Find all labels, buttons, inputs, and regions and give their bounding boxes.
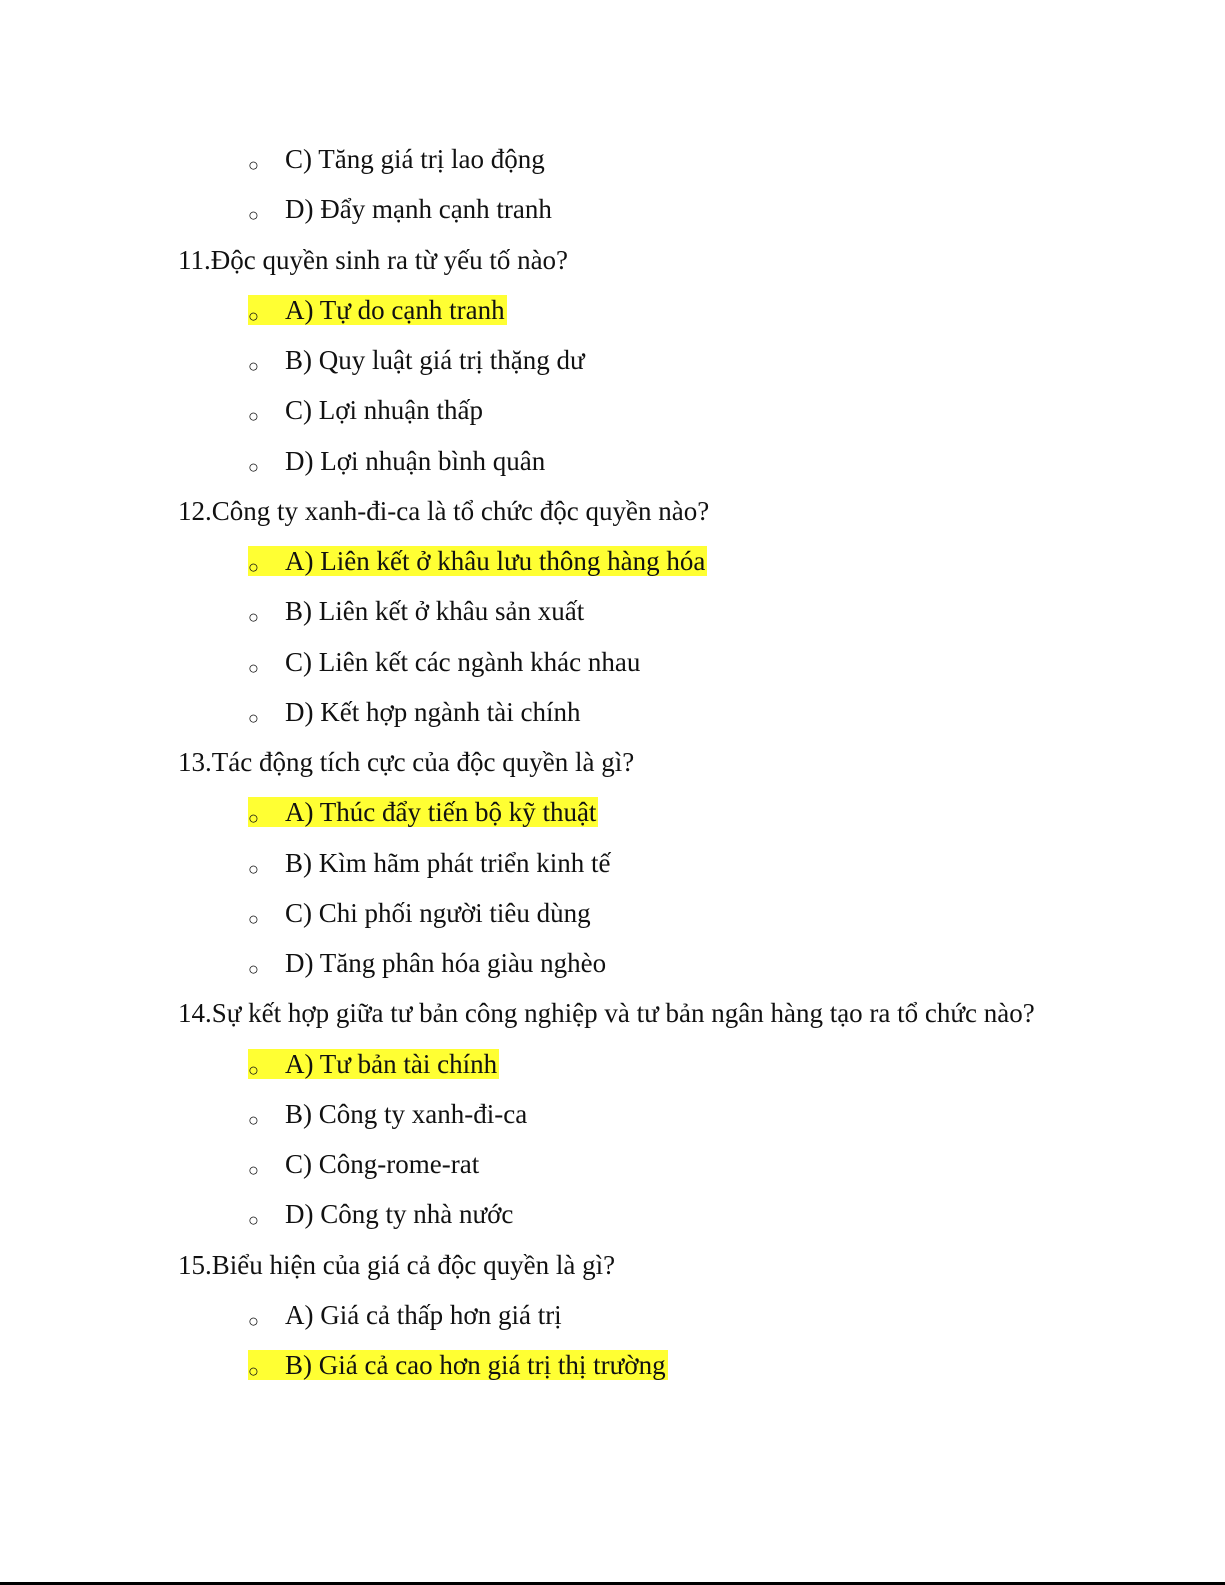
answer-option <box>248 1046 499 1088</box>
circle-bullet-icon: ○ <box>248 1310 259 1331</box>
highlighted-answer <box>248 1049 499 1079</box>
option-text: D) Tăng phân hóa giàu nghèo <box>285 948 607 978</box>
option-text: A) Tư bản tài chính <box>285 1048 498 1079</box>
circle-bullet-icon: ○ <box>248 1210 259 1231</box>
option-text: C) Chi phối người tiêu dùng <box>285 897 591 928</box>
circle-bullet-icon: ○ <box>248 908 259 929</box>
option-text: C) Công-rome-rat <box>285 1149 480 1179</box>
circle-bullet-icon: ○ <box>248 557 259 577</box>
circle-bullet-icon: ○ <box>248 305 259 326</box>
question-text: 14.Sự kết hợp giữa tư bản công nghiệp và tư bản ngân hàng tạo ra tổ chức nào? <box>178 998 1035 1029</box>
answer-option <box>248 895 591 937</box>
option-content <box>248 596 584 626</box>
option-text: B) Quy luật giá trị thặng dư <box>285 345 585 375</box>
circle-bullet-icon: ○ <box>248 607 259 628</box>
option-text: A) Tự do cạnh tranh <box>285 294 505 325</box>
circle-bullet-icon: ○ <box>248 858 259 879</box>
option-content <box>248 1099 527 1129</box>
answer-option <box>248 191 552 233</box>
option-content <box>248 898 591 928</box>
option-text: A) Thúc đẩy tiến bộ kỹ thuật <box>285 797 597 828</box>
option-text: D) Đẩy mạnh cạnh tranh <box>285 194 552 225</box>
answer-option <box>248 1347 668 1389</box>
answer-option <box>248 1146 479 1188</box>
option-text: D) Lợi nhuận bình quân <box>285 445 546 476</box>
circle-bullet-icon: ○ <box>248 808 259 829</box>
answer-option <box>248 392 483 434</box>
answer-option <box>248 443 545 485</box>
option-text: B) Kìm hãm phát triển kinh tế <box>285 847 611 878</box>
circle-bullet-icon: ○ <box>248 155 259 175</box>
option-content <box>248 194 552 224</box>
answer-option <box>248 1297 562 1339</box>
option-content <box>248 144 545 174</box>
question-text: 15.Biểu hiện của giá cả độc quyền là gì? <box>178 1249 616 1280</box>
option-text: A) Liên kết ở khâu lưu thông hàng hóa <box>285 546 706 576</box>
option-text: C) Liên kết các ngành khác nhau <box>285 646 641 677</box>
answer-option <box>248 342 585 384</box>
answer-option <box>248 694 580 736</box>
answer-option <box>248 593 584 635</box>
highlighted-answer <box>248 797 598 827</box>
question-text: 13.Tác động tích cực của độc quyền là gì? <box>178 747 635 777</box>
circle-bullet-icon: ○ <box>248 1361 259 1381</box>
option-content <box>248 1199 513 1229</box>
option-text: A) Giá cả thấp hơn giá trị <box>285 1299 562 1330</box>
answer-option <box>248 945 606 987</box>
circle-bullet-icon: ○ <box>248 356 259 376</box>
answer-option <box>248 292 507 334</box>
question-text: 12.Công ty xanh-đi-ca là tổ chức độc quyền nào? <box>178 495 710 526</box>
circle-bullet-icon: ○ <box>248 1160 259 1180</box>
option-text: B) Công ty xanh-đi-ca <box>285 1098 528 1129</box>
question-text: 11.Độc quyền sinh ra từ yếu tố nào? <box>178 244 569 275</box>
answer-option <box>248 794 598 836</box>
option-content <box>248 848 610 878</box>
option-text: D) Công ty nhà nước <box>285 1199 514 1230</box>
circle-bullet-icon: ○ <box>248 406 259 427</box>
answer-option <box>248 1196 513 1238</box>
option-text: B) Liên kết ở khâu sản xuất <box>285 596 585 627</box>
option-content <box>248 697 580 727</box>
circle-bullet-icon: ○ <box>248 456 259 477</box>
option-text: D) Kết hợp ngành tài chính <box>285 696 581 727</box>
option-content <box>248 647 640 677</box>
circle-bullet-icon: ○ <box>248 707 259 728</box>
answer-option <box>248 644 640 686</box>
highlighted-answer <box>248 546 707 576</box>
option-content <box>248 345 585 375</box>
circle-bullet-icon: ○ <box>248 1059 259 1080</box>
highlighted-answer <box>248 295 507 325</box>
highlighted-answer <box>248 1350 668 1380</box>
option-content <box>248 1300 562 1330</box>
answer-option <box>248 845 610 887</box>
circle-bullet-icon: ○ <box>248 1109 259 1130</box>
option-content <box>248 395 483 425</box>
answer-option <box>248 141 545 183</box>
answer-option <box>248 1096 527 1138</box>
option-text: B) Giá cả cao hơn giá trị thị trường <box>285 1350 666 1380</box>
circle-bullet-icon: ○ <box>248 205 259 226</box>
option-text: C) Tăng giá trị lao động <box>285 144 545 174</box>
option-content <box>248 1149 479 1179</box>
option-content <box>248 446 545 476</box>
option-text: C) Lợi nhuận thấp <box>285 395 483 426</box>
answer-option <box>248 543 707 585</box>
circle-bullet-icon: ○ <box>248 657 259 678</box>
circle-bullet-icon: ○ <box>248 959 259 979</box>
option-content <box>248 948 606 978</box>
